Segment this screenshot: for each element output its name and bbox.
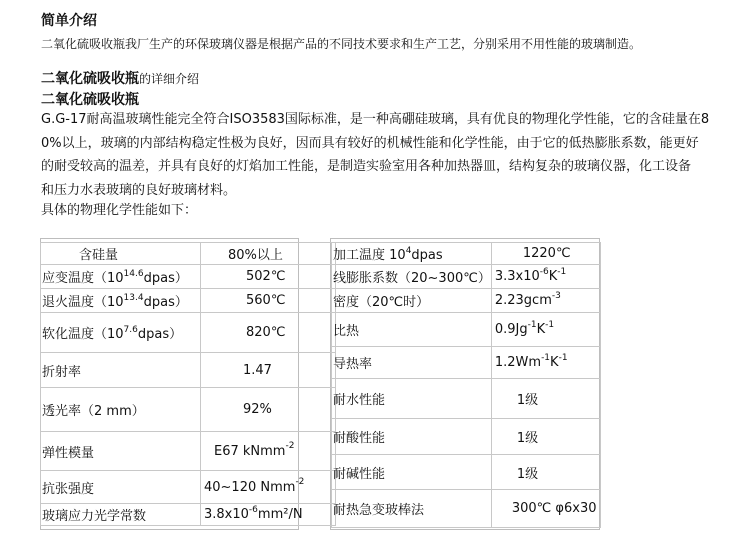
product-name: 二氧化硫吸收瓶: [41, 92, 139, 108]
property-value: [201, 313, 336, 353]
properties-table-left: [40, 242, 336, 526]
property-name: [332, 265, 492, 289]
intro-text: 二氧化硫吸收瓶我厂生产的环保玻璃仪器是根据产品的不同技术要求和生产工艺，分别采用不用性能的玻璃制造。: [41, 37, 642, 51]
property-value-text: 3.3x10: [494, 269, 540, 284]
property-value-tail: K: [536, 322, 546, 337]
table-row: [332, 313, 601, 347]
property-value-text: 300℃ φ6x30: [511, 501, 597, 516]
property-name-text: 比热: [333, 324, 360, 339]
property-value: [201, 388, 336, 432]
properties-table-right: [331, 242, 601, 528]
property-name-text: 耐水性能: [333, 393, 386, 408]
paragraph-line: 0%以上，玻璃的内部结构稳定性极为良好，因而具有较好的机械性能和化学性能，由于它的低热膨胀系数，能更好: [41, 135, 699, 151]
property-value: [491, 490, 600, 528]
property-value-tail: K: [548, 269, 558, 284]
property-name-text: 含硅量: [79, 248, 119, 263]
property-name-exponent: 4: [405, 245, 412, 256]
table-row: [41, 388, 336, 432]
table-row: [332, 289, 601, 313]
table-row: [332, 243, 601, 265]
property-value-exponent: -2: [285, 441, 295, 452]
property-name-exponent: 7.6: [123, 324, 138, 335]
property-value: [201, 289, 336, 313]
table-row: [41, 313, 336, 353]
property-value-exponent: -1: [541, 352, 551, 363]
property-value-text: 92%: [243, 402, 272, 417]
property-name: [332, 490, 492, 528]
property-name-text: 软化温度（10: [42, 327, 124, 342]
property-name: [41, 243, 201, 265]
property-name-text: 应变温度（10: [42, 271, 124, 286]
property-name-text: 透光率（2 mm）: [42, 404, 145, 419]
property-value: [201, 243, 336, 265]
property-value-text: 3.8x10: [204, 507, 249, 522]
property-value-exponent: -1: [558, 352, 568, 363]
paragraph-line: 和压力水表玻璃的良好玻璃材料。: [41, 182, 237, 198]
property-value-text: 820℃: [246, 325, 286, 340]
table-row: [41, 432, 336, 471]
property-value-exponent: -3: [551, 290, 561, 301]
property-value-exponent: -1: [527, 319, 537, 330]
property-name-text: 玻璃应力光学常数: [42, 509, 147, 524]
property-name: [41, 388, 201, 432]
property-value-text: 1级: [516, 393, 539, 408]
properties-intro: 具体的物理化学性能如下：: [41, 203, 198, 218]
property-name-tail: dpas）: [143, 295, 188, 310]
property-name: [41, 265, 201, 289]
table-row: [332, 265, 601, 289]
property-name-text: 弹性模量: [42, 445, 95, 461]
property-name-text: 导热率: [333, 357, 373, 372]
property-value: [201, 432, 336, 471]
property-value-text: 1级: [516, 431, 539, 446]
detail-heading-rest: 的详细介绍: [139, 72, 200, 86]
property-name: [332, 289, 492, 313]
table-row: [332, 455, 601, 490]
table-row: [332, 379, 601, 419]
property-value: [491, 313, 600, 347]
property-name: [41, 353, 201, 388]
property-value-text: 1220℃: [522, 246, 571, 261]
property-value: [491, 347, 600, 379]
property-value-text: 560℃: [246, 293, 286, 308]
property-name: [332, 379, 492, 419]
property-name-text: 耐热急变玻棒法: [333, 503, 425, 518]
property-name-text: 线膨胀系数（20~300℃）: [333, 271, 491, 286]
table-row: [41, 289, 336, 313]
property-name: [332, 455, 492, 490]
detail-heading: [41, 68, 199, 88]
property-value-exponent: -2: [295, 477, 305, 488]
property-value-exponent: -1: [545, 319, 555, 330]
property-value-text: 0.9Jg: [494, 322, 528, 337]
property-value-text: 2.23gcm: [494, 293, 552, 308]
property-name: [332, 313, 492, 347]
property-value: [201, 471, 336, 504]
property-name-tail: dpas）: [143, 271, 188, 286]
property-value-text: 40~120 Nmm: [204, 479, 296, 495]
description-paragraph: [41, 108, 741, 202]
property-name-tail: dpas）: [137, 327, 183, 342]
property-name-tail: dpas: [411, 248, 443, 263]
property-name-text: 密度（20℃时）: [333, 295, 430, 310]
property-name: [41, 504, 201, 526]
paragraph-line: 的耐受较高的温差，并具有良好的灯焰加工性能，是制造实验室用各种加热器皿，结构复杂的玻璃仪器，化工设备: [41, 159, 692, 174]
property-value-exponent: -6: [248, 504, 258, 515]
table-row: [332, 490, 601, 528]
property-value-text: 80%以上: [228, 248, 283, 263]
property-value-text: E67 kNmm: [214, 443, 286, 459]
property-value: [491, 379, 600, 419]
table-row: [332, 419, 601, 455]
property-name: [41, 471, 201, 504]
table-row: [41, 243, 336, 265]
table-row: [41, 504, 336, 526]
property-name-exponent: 14.6: [123, 268, 144, 279]
detail-heading-bold: 二氧化硫吸收瓶: [41, 71, 139, 87]
property-name-text: 折射率: [42, 364, 82, 380]
property-value-text: 1级: [516, 466, 539, 482]
property-value: [201, 353, 336, 388]
property-value: [201, 504, 336, 526]
property-name: [332, 347, 492, 379]
paragraph-line: G.G-17耐高温玻璃性能完全符合ISO3583国际标准，是一种高硼硅玻璃，具有优良的物理化学性能，它的含硅量在8: [41, 112, 710, 127]
property-name: [41, 313, 201, 353]
property-name-text: 抗张强度: [42, 481, 95, 497]
property-value: [491, 289, 600, 313]
table-row: [41, 471, 336, 504]
property-value-exponent: -6: [539, 266, 549, 277]
property-value-text: 1.47: [243, 362, 272, 378]
property-name-text: 耐酸性能: [333, 431, 386, 446]
table-row: [332, 347, 601, 379]
property-name: [41, 289, 201, 313]
property-value: [491, 243, 600, 265]
table-row: [41, 353, 336, 388]
page-title: 简单介绍: [41, 13, 97, 29]
property-value: [491, 419, 600, 455]
property-name-text: 加工温度 10: [333, 248, 406, 263]
property-value: [491, 265, 600, 289]
property-name: [41, 432, 201, 471]
property-name-exponent: 13.4: [123, 292, 144, 303]
property-value-tail: mm²/N: [257, 507, 303, 522]
property-name-text: 退火温度（10: [42, 295, 124, 310]
property-value-text: 1.2Wm: [494, 355, 542, 370]
property-value-exponent: -1: [557, 266, 567, 277]
property-name: [332, 419, 492, 455]
property-name: [332, 243, 492, 265]
property-value-tail: K: [550, 355, 559, 370]
table-row: [41, 265, 336, 289]
property-value: [491, 455, 600, 490]
property-value-text: 502℃: [246, 269, 286, 284]
property-name-text: 耐碱性能: [333, 466, 386, 482]
property-value: [201, 265, 336, 289]
